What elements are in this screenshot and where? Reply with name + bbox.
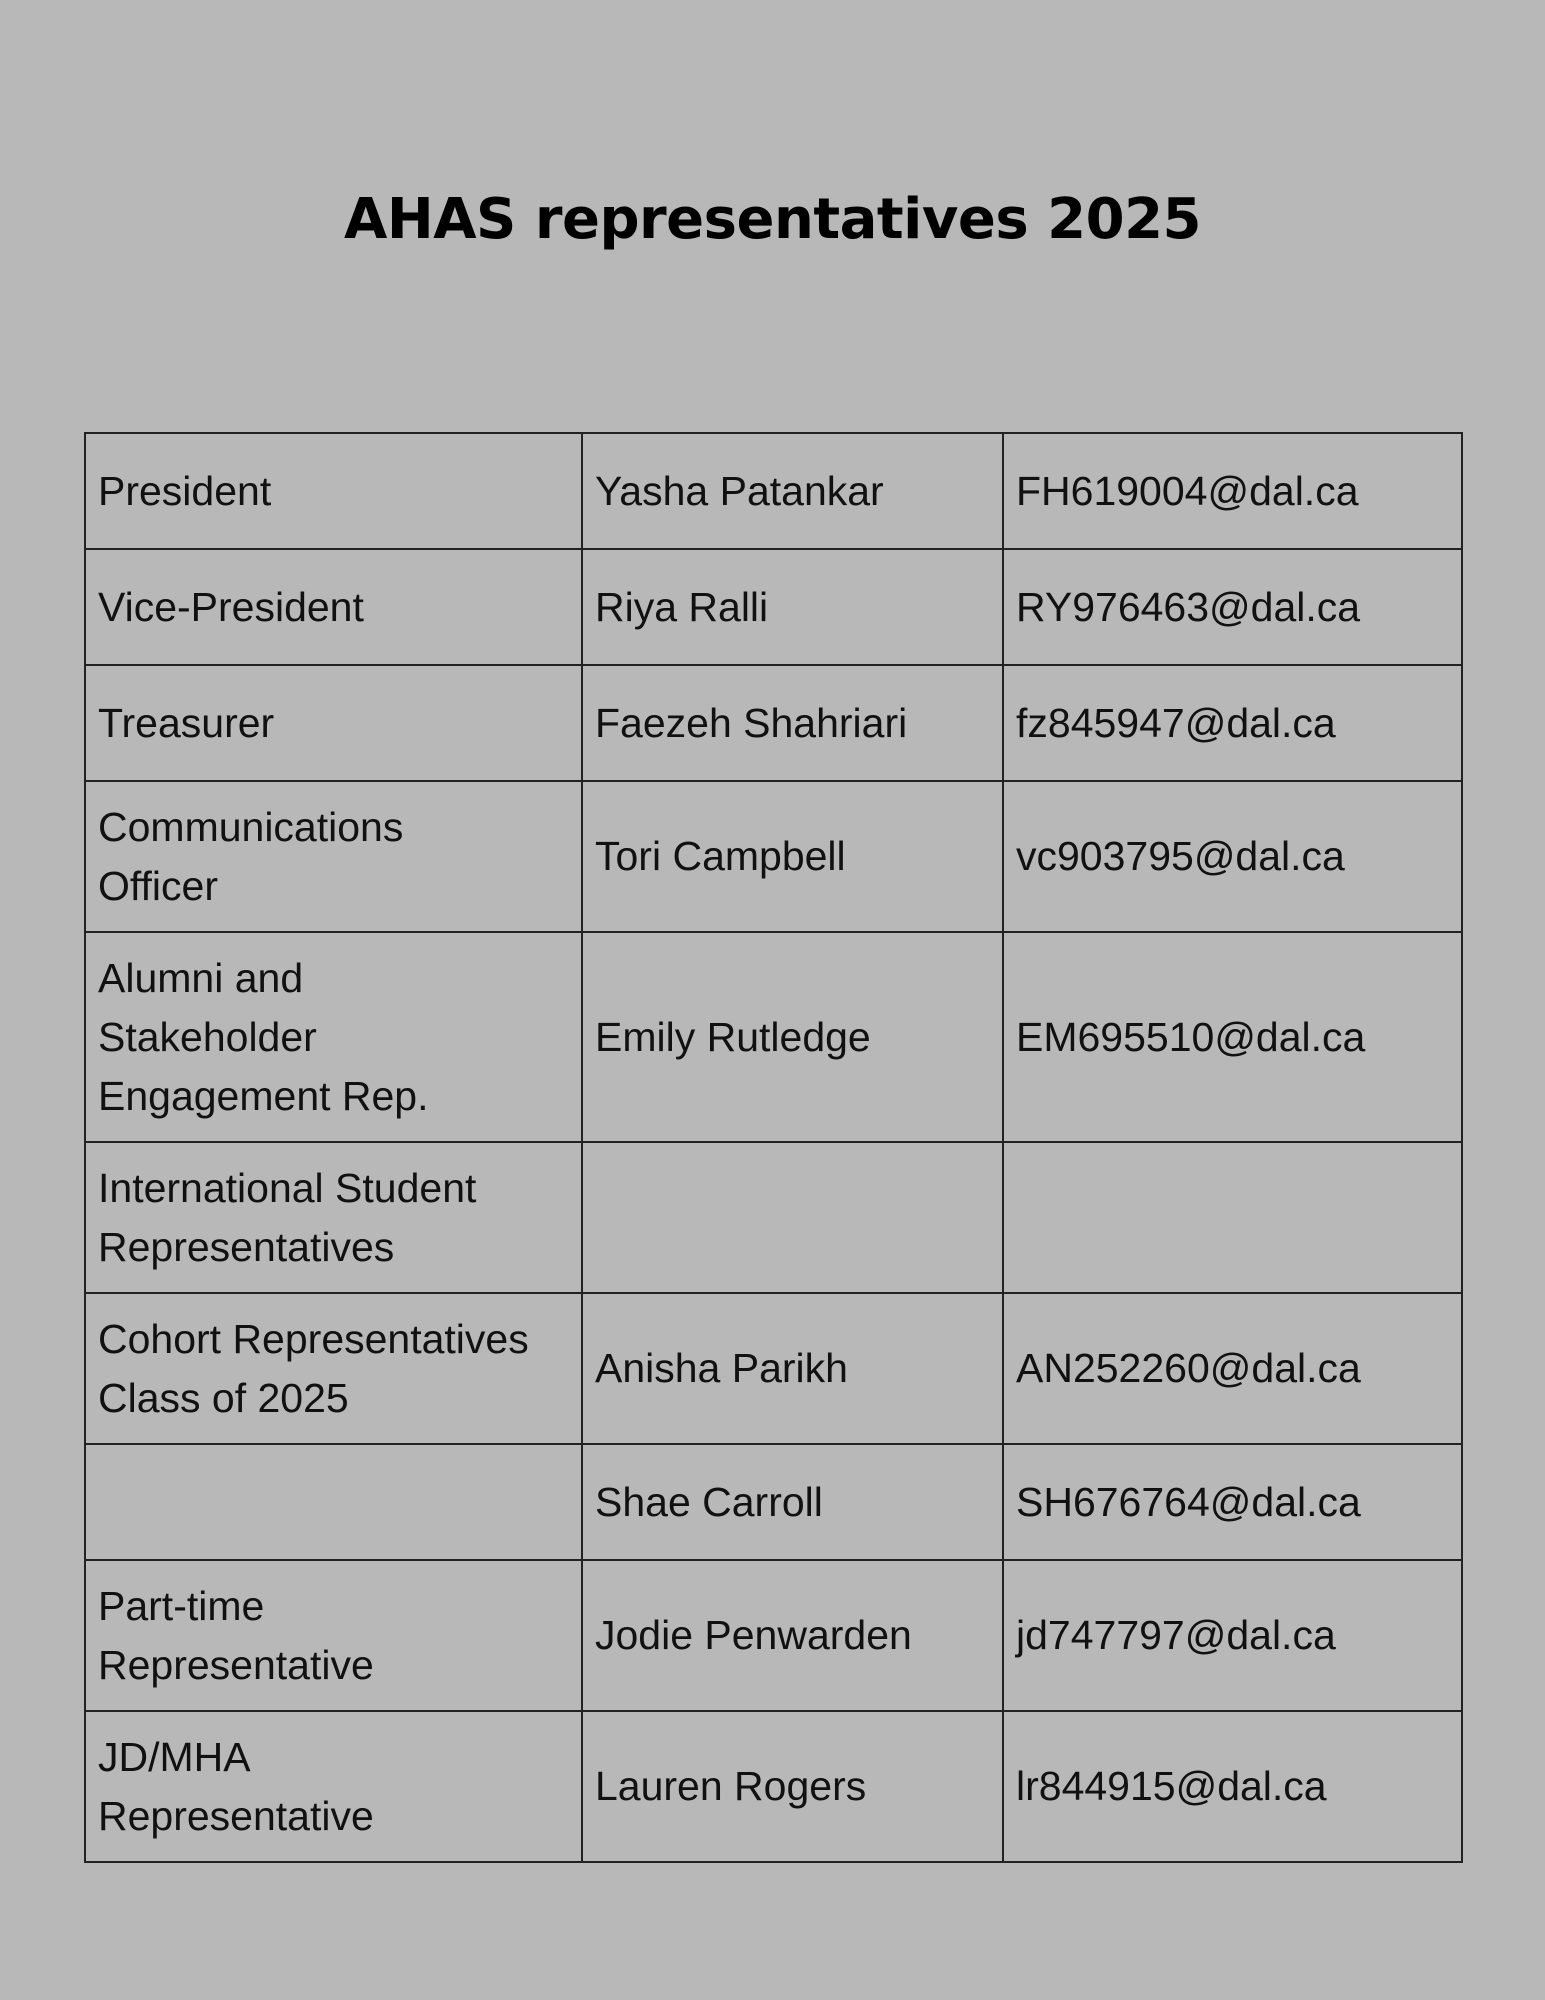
role-cell <box>85 665 582 781</box>
role-cell <box>85 433 582 549</box>
table-row <box>85 1444 1462 1560</box>
table-row <box>85 1711 1462 1862</box>
email-cell: jd747797@dal.ca <box>1003 1560 1462 1711</box>
role-cell <box>85 932 582 1142</box>
table-row <box>85 932 1462 1142</box>
role-line: Treasurer <box>98 699 275 746</box>
role-line: Alumni and <box>98 954 304 1001</box>
name-cell: Tori Campbell <box>582 781 1003 932</box>
table-row <box>85 1560 1462 1711</box>
role-line: Representatives <box>98 1223 395 1270</box>
role-line: Representative <box>98 1792 374 1839</box>
role-cell <box>85 781 582 932</box>
table-row <box>85 781 1462 932</box>
table-row <box>85 1142 1462 1293</box>
role-line: International Student <box>98 1164 477 1211</box>
table-row <box>85 549 1462 665</box>
role-cell <box>85 1293 582 1444</box>
role-cell <box>85 1142 582 1293</box>
name-cell: Riya Ralli <box>582 549 1003 665</box>
role-cell <box>85 1560 582 1711</box>
email-cell <box>1003 1142 1462 1293</box>
table-row <box>85 665 1462 781</box>
table-row <box>85 1293 1462 1444</box>
name-cell <box>582 1142 1003 1293</box>
table-row <box>85 433 1462 549</box>
name-cell: Jodie Penwarden <box>582 1560 1003 1711</box>
name-cell: Anisha Parikh <box>582 1293 1003 1444</box>
page-title: AHAS representatives 2025 <box>343 187 1202 252</box>
representatives-table <box>84 432 1463 1863</box>
role-line: Representative <box>98 1641 374 1688</box>
email-cell: SH676764@dal.ca <box>1003 1444 1462 1560</box>
role-line: Engagement Rep. <box>98 1072 429 1119</box>
email-cell: lr844915@dal.ca <box>1003 1711 1462 1862</box>
role-line: President <box>98 467 272 514</box>
email-cell: FH619004@dal.ca <box>1003 433 1462 549</box>
name-cell: Faezeh Shahriari <box>582 665 1003 781</box>
role-line: Officer <box>98 862 218 909</box>
role-line: Cohort Representatives <box>98 1315 529 1362</box>
email-cell: vc903795@dal.ca <box>1003 781 1462 932</box>
name-cell: Emily Rutledge <box>582 932 1003 1142</box>
role-cell <box>85 549 582 665</box>
email-cell: EM695510@dal.ca <box>1003 932 1462 1142</box>
role-line: Part-time <box>98 1582 265 1629</box>
role-cell <box>85 1444 582 1560</box>
role-line: Class of 2025 <box>98 1374 349 1421</box>
name-cell: Lauren Rogers <box>582 1711 1003 1862</box>
role-line: Stakeholder <box>98 1013 317 1060</box>
role-line: Communications <box>98 803 404 850</box>
email-cell: AN252260@dal.ca <box>1003 1293 1462 1444</box>
name-cell: Shae Carroll <box>582 1444 1003 1560</box>
role-line: Vice-President <box>98 583 364 630</box>
role-line: JD/MHA <box>98 1733 251 1780</box>
email-cell: fz845947@dal.ca <box>1003 665 1462 781</box>
name-cell: Yasha Patankar <box>582 433 1003 549</box>
role-cell <box>85 1711 582 1862</box>
email-cell: RY976463@dal.ca <box>1003 549 1462 665</box>
